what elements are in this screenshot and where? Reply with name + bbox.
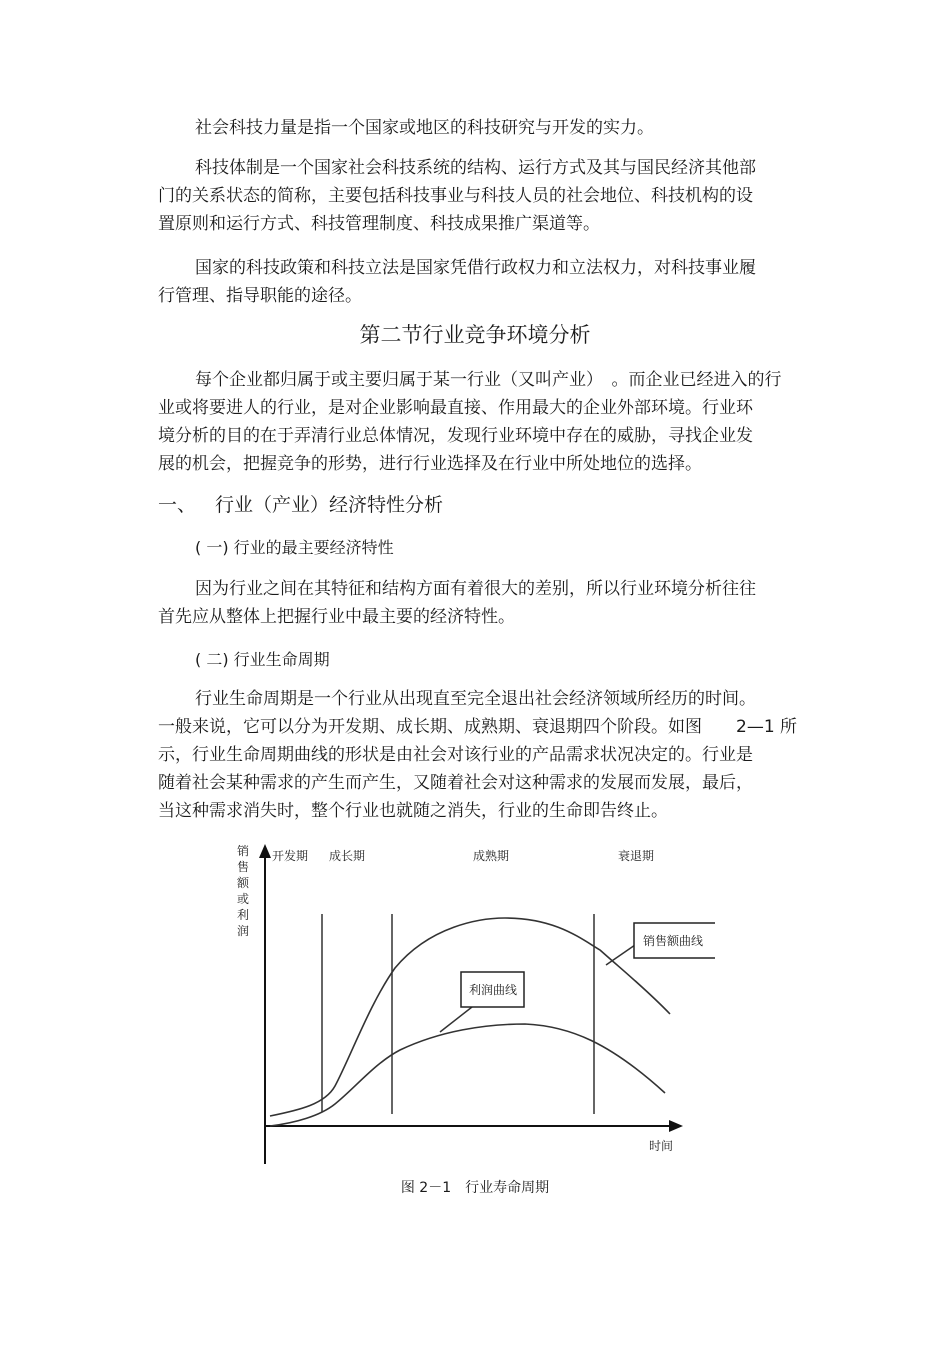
paragraph-line: 每个企业都归属于或主要归属于某一行业（又叫产业） 。而企业已经进入的行 xyxy=(195,370,782,390)
y-axis-label-char: 润 xyxy=(237,924,250,938)
paragraph-line: 科技体制是一个国家社会科技系统的结构、运行方式及其与国民经济其他部 xyxy=(195,158,756,178)
section-title: 第二节行业竞争环境分析 xyxy=(359,323,591,347)
heading-text: 行业（产业）经济特性分析 xyxy=(215,494,444,516)
x-axis-label: 时间 xyxy=(649,1139,674,1153)
y-axis-arrow xyxy=(259,844,271,858)
paragraph-line: 展的机会，把握竞争的形势，进行行业选择及在行业中所处地位的选择。 xyxy=(158,454,702,474)
paragraph-line: 随着社会某种需求的产生而产生，又随着社会对这种需求的发展而发展，最后， xyxy=(158,773,753,793)
sales-callout-leader xyxy=(606,945,635,965)
y-axis-label-char: 售 xyxy=(237,860,250,874)
profit-curve xyxy=(270,1024,665,1126)
paragraph-line: 国家的科技政策和科技立法是国家凭借行政权力和立法权力，对科技事业履 xyxy=(195,258,756,278)
paragraph-line: 当这种需求消失时，整个行业也就随之消失，行业的生命即告终止。 xyxy=(158,801,668,821)
y-axis-label-char: 或 xyxy=(237,892,250,906)
y-axis-label-char: 销 xyxy=(237,844,250,858)
paragraph-line: 首先应从整体上把握行业中最主要的经济特性。 xyxy=(158,607,515,627)
paragraph-line: 一般来说，它可以分为开发期、成长期、成熟期、衰退期四个阶段。如图 2—1 所 xyxy=(158,717,798,737)
paragraph-line: 行管理、指导职能的途径。 xyxy=(158,286,362,306)
subheading: ( 一) 行业的最主要经济特性 xyxy=(195,538,394,557)
paragraph-line: 置原则和运行方式、科技管理制度、科技成果推广渠道等。 xyxy=(158,214,600,234)
paragraph-line: 行业生命周期是一个行业从出现直至完全退出社会经济领域所经历的时间。 xyxy=(195,689,756,709)
y-axis-label-char: 额 xyxy=(237,876,250,890)
sales-callout-label: 销售额曲线 xyxy=(643,934,704,948)
sales-curve xyxy=(270,918,670,1116)
paragraph-line: 业或将要进人的行业，是对企业影响最直接、作用最大的企业外部环境。行业环 xyxy=(158,398,753,418)
x-axis-arrow xyxy=(669,1120,683,1132)
stage-label: 成熟期 xyxy=(473,849,510,863)
y-axis-label-char: 利 xyxy=(237,908,250,922)
stage-label: 衰退期 xyxy=(618,849,655,863)
profit-callout-label: 利润曲线 xyxy=(469,983,518,997)
paragraph-line: 示，行业生命周期曲线的形状是由社会对该行业的产品需求状况决定的。行业是 xyxy=(158,745,753,765)
paragraph-line: 境分析的目的在于弄清行业总体情况，发现行业环境中存在的威胁，寻找企业发 xyxy=(158,426,753,446)
paragraph-line: 门的关系状态的简称，主要包括科技事业与科技人员的社会地位、科技机构的设 xyxy=(158,186,753,206)
figure-caption: 图 2－1 行业寿命周期 xyxy=(400,1180,550,1196)
stage-label: 开发期 xyxy=(272,849,309,863)
paragraph-line: 因为行业之间在其特征和结构方面有着很大的差别，所以行业环境分析往往 xyxy=(195,579,756,599)
stage-label: 成长期 xyxy=(329,849,366,863)
lifecycle-figure xyxy=(225,838,715,1173)
paragraph-line: 社会科技力量是指一个国家或地区的科技研究与开发的实力。 xyxy=(195,118,654,138)
heading-number: 一、 xyxy=(158,494,197,516)
subheading: ( 二) 行业生命周期 xyxy=(195,650,330,669)
